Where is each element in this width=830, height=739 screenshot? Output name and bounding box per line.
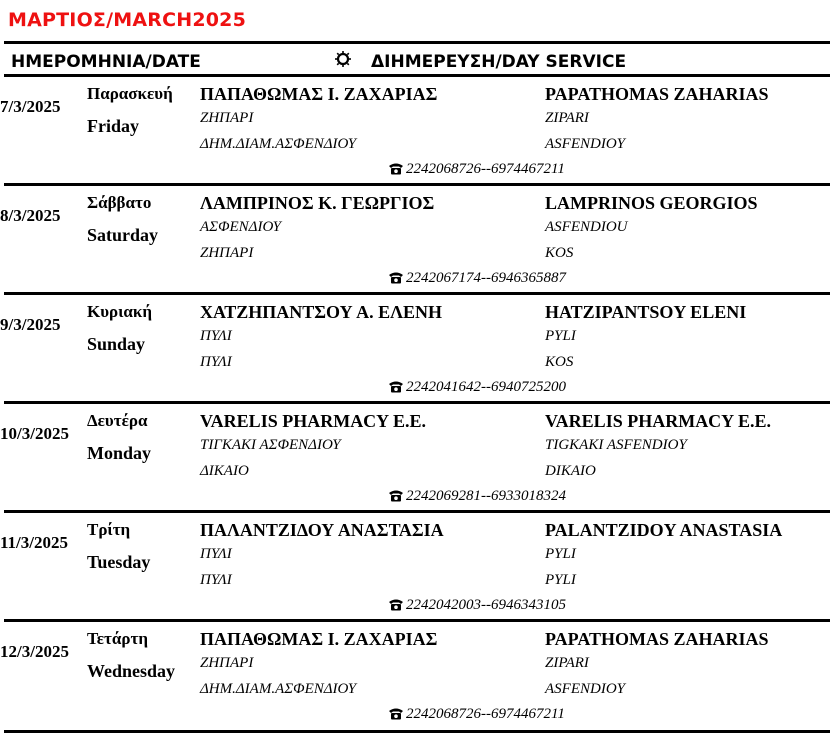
entry-day-greek: Σάββατο	[87, 193, 152, 212]
location-line1-greek: ΖΗΠΑΡΙ	[200, 655, 254, 671]
location-line2-english: KOS	[545, 354, 574, 370]
schedule-entry	[0, 302, 830, 408]
location-line2-english: ASFENDIOY	[545, 681, 625, 697]
pharmacy-name-english: VARELIS PHARMACY E.E.	[545, 411, 772, 431]
entry-day-english: Sunday	[87, 334, 146, 354]
telephone-icon	[388, 271, 404, 284]
date-column-header: ΗΜΕΡΟΜΗΝΙΑ/DATE	[11, 52, 201, 72]
phone-line	[388, 270, 566, 287]
entry-divider	[4, 730, 830, 733]
phone-number: 2242068726--6974467211	[406, 161, 565, 177]
entry-day-english: Tuesday	[87, 552, 151, 572]
location-line1-english: ASFENDIOU	[545, 219, 628, 235]
location-line2-english: KOS	[545, 245, 574, 261]
location-line2-english: PYLI	[545, 572, 576, 588]
entry-date: 10/3/2025	[0, 424, 69, 443]
location-line1-english: ZIPARI	[545, 655, 589, 671]
entry-divider	[4, 292, 830, 295]
entry-divider	[4, 183, 830, 186]
phone-line	[388, 161, 565, 178]
phone-line	[388, 379, 566, 396]
entry-day-english: Saturday	[87, 225, 159, 245]
phone-number: 2242041642--6940725200	[406, 379, 566, 395]
phone-number: 2242068726--6974467211	[406, 706, 565, 722]
location-line2-english: DIKAIO	[545, 463, 596, 479]
pharmacy-name-english: PAPATHOMAS ZAHARIAS	[545, 84, 769, 104]
phone-number: 2242042003--6946343105	[406, 597, 566, 613]
location-line2-greek: ΔΗΜ.ΔΙΑΜ.ΑΣΦΕΝΔΙΟΥ	[200, 681, 357, 697]
location-line1-greek: ΖΗΠΑΡΙ	[200, 110, 254, 126]
location-line1-english: TIGKAKI ASFENDIOY	[545, 437, 687, 453]
phone-number: 2242069281--6933018324	[406, 488, 566, 504]
entry-day-english: Friday	[87, 116, 139, 136]
entry-day-english: Wednesday	[87, 661, 176, 681]
schedule-entry	[0, 520, 830, 626]
pharmacy-name-english: PAPATHOMAS ZAHARIAS	[545, 629, 769, 649]
entry-divider	[4, 401, 830, 404]
telephone-icon	[388, 489, 404, 502]
telephone-icon	[388, 707, 404, 720]
pharmacy-name-greek: ΠΑΠΑΘΩΜΑΣ Ι. ΖΑΧΑΡΙΑΣ	[200, 629, 438, 649]
schedule-entry	[0, 629, 830, 735]
phone-line	[388, 706, 565, 723]
location-line1-english: PYLI	[545, 328, 576, 344]
entry-date: 7/3/2025	[0, 97, 61, 116]
header-top-rule	[4, 41, 830, 44]
location-line1-greek: ΑΣΦΕΝΔΙΟΥ	[200, 219, 282, 235]
location-line2-greek: ΔΙΚΑΙΟ	[200, 463, 249, 479]
pharmacy-name-english: HATZIPANTSOY ELENI	[545, 302, 747, 322]
entry-date: 9/3/2025	[0, 315, 61, 334]
location-line1-english: PYLI	[545, 546, 576, 562]
entry-date: 12/3/2025	[0, 642, 69, 661]
schedule-entry	[0, 84, 830, 190]
pharmacy-name-english: LAMPRINOS GEORGIOS	[545, 193, 758, 213]
pharmacy-name-greek: ΧΑΤΖΗΠΑΝΤΣΟΥ Α. ΕΛΕΝΗ	[200, 302, 442, 322]
entry-day-english: Monday	[87, 443, 152, 463]
entry-day-greek: Τρίτη	[87, 520, 131, 539]
service-column-header: ΔΙΗΜΕΡΕΥΣΗ/DAY SERVICE	[371, 52, 627, 72]
location-line1-greek: ΤΙΓΚΑΚΙ ΑΣΦΕΝΔΙΟΥ	[200, 437, 341, 453]
entry-day-greek: Κυριακή	[87, 302, 152, 321]
location-line2-english: ASFENDIOY	[545, 136, 625, 152]
location-line1-greek: ΠΥΛΙ	[200, 546, 232, 562]
phone-number: 2242067174--6946365887	[406, 270, 566, 286]
location-line2-greek: ΖΗΠΑΡΙ	[200, 245, 254, 261]
pharmacy-name-english: PALANTZIDOY ANASTASIA	[545, 520, 783, 540]
entry-day-greek: Τετάρτη	[87, 629, 148, 648]
sun-icon	[335, 51, 351, 67]
entry-date: 11/3/2025	[0, 533, 69, 552]
page-title: ΜΑΡΤΙΟΣ/MARCH2025	[8, 9, 247, 31]
pharmacy-name-greek: ΠΑΠΑΘΩΜΑΣ Ι. ΖΑΧΑΡΙΑΣ	[200, 84, 438, 104]
entry-date: 8/3/2025	[0, 206, 61, 225]
schedule-entry	[0, 193, 830, 299]
header-bottom-rule	[4, 74, 830, 77]
entry-divider	[4, 510, 830, 513]
location-line2-greek: ΔΗΜ.ΔΙΑΜ.ΑΣΦΕΝΔΙΟΥ	[200, 136, 357, 152]
telephone-icon	[388, 162, 404, 175]
pharmacy-name-greek: VARELIS PHARMACY E.E.	[200, 411, 427, 431]
telephone-icon	[388, 598, 404, 611]
location-line2-greek: ΠΥΛΙ	[200, 354, 232, 370]
entry-divider	[4, 619, 830, 622]
pharmacy-name-greek: ΛΑΜΠΡΙΝΟΣ Κ. ΓΕΩΡΓΙΟΣ	[200, 193, 435, 213]
phone-line	[388, 597, 566, 614]
entry-day-greek: Παρασκευή	[87, 84, 173, 103]
table-header	[4, 49, 830, 73]
location-line2-greek: ΠΥΛΙ	[200, 572, 232, 588]
telephone-icon	[388, 380, 404, 393]
phone-line	[388, 488, 566, 505]
pharmacy-name-greek: ΠΑΛΑΝΤΖΙΔΟΥ ΑΝΑΣΤΑΣΙΑ	[200, 520, 444, 540]
entry-day-greek: Δευτέρα	[87, 411, 148, 430]
location-line1-greek: ΠΥΛΙ	[200, 328, 232, 344]
schedule-entry	[0, 411, 830, 517]
location-line1-english: ZIPARI	[545, 110, 589, 126]
